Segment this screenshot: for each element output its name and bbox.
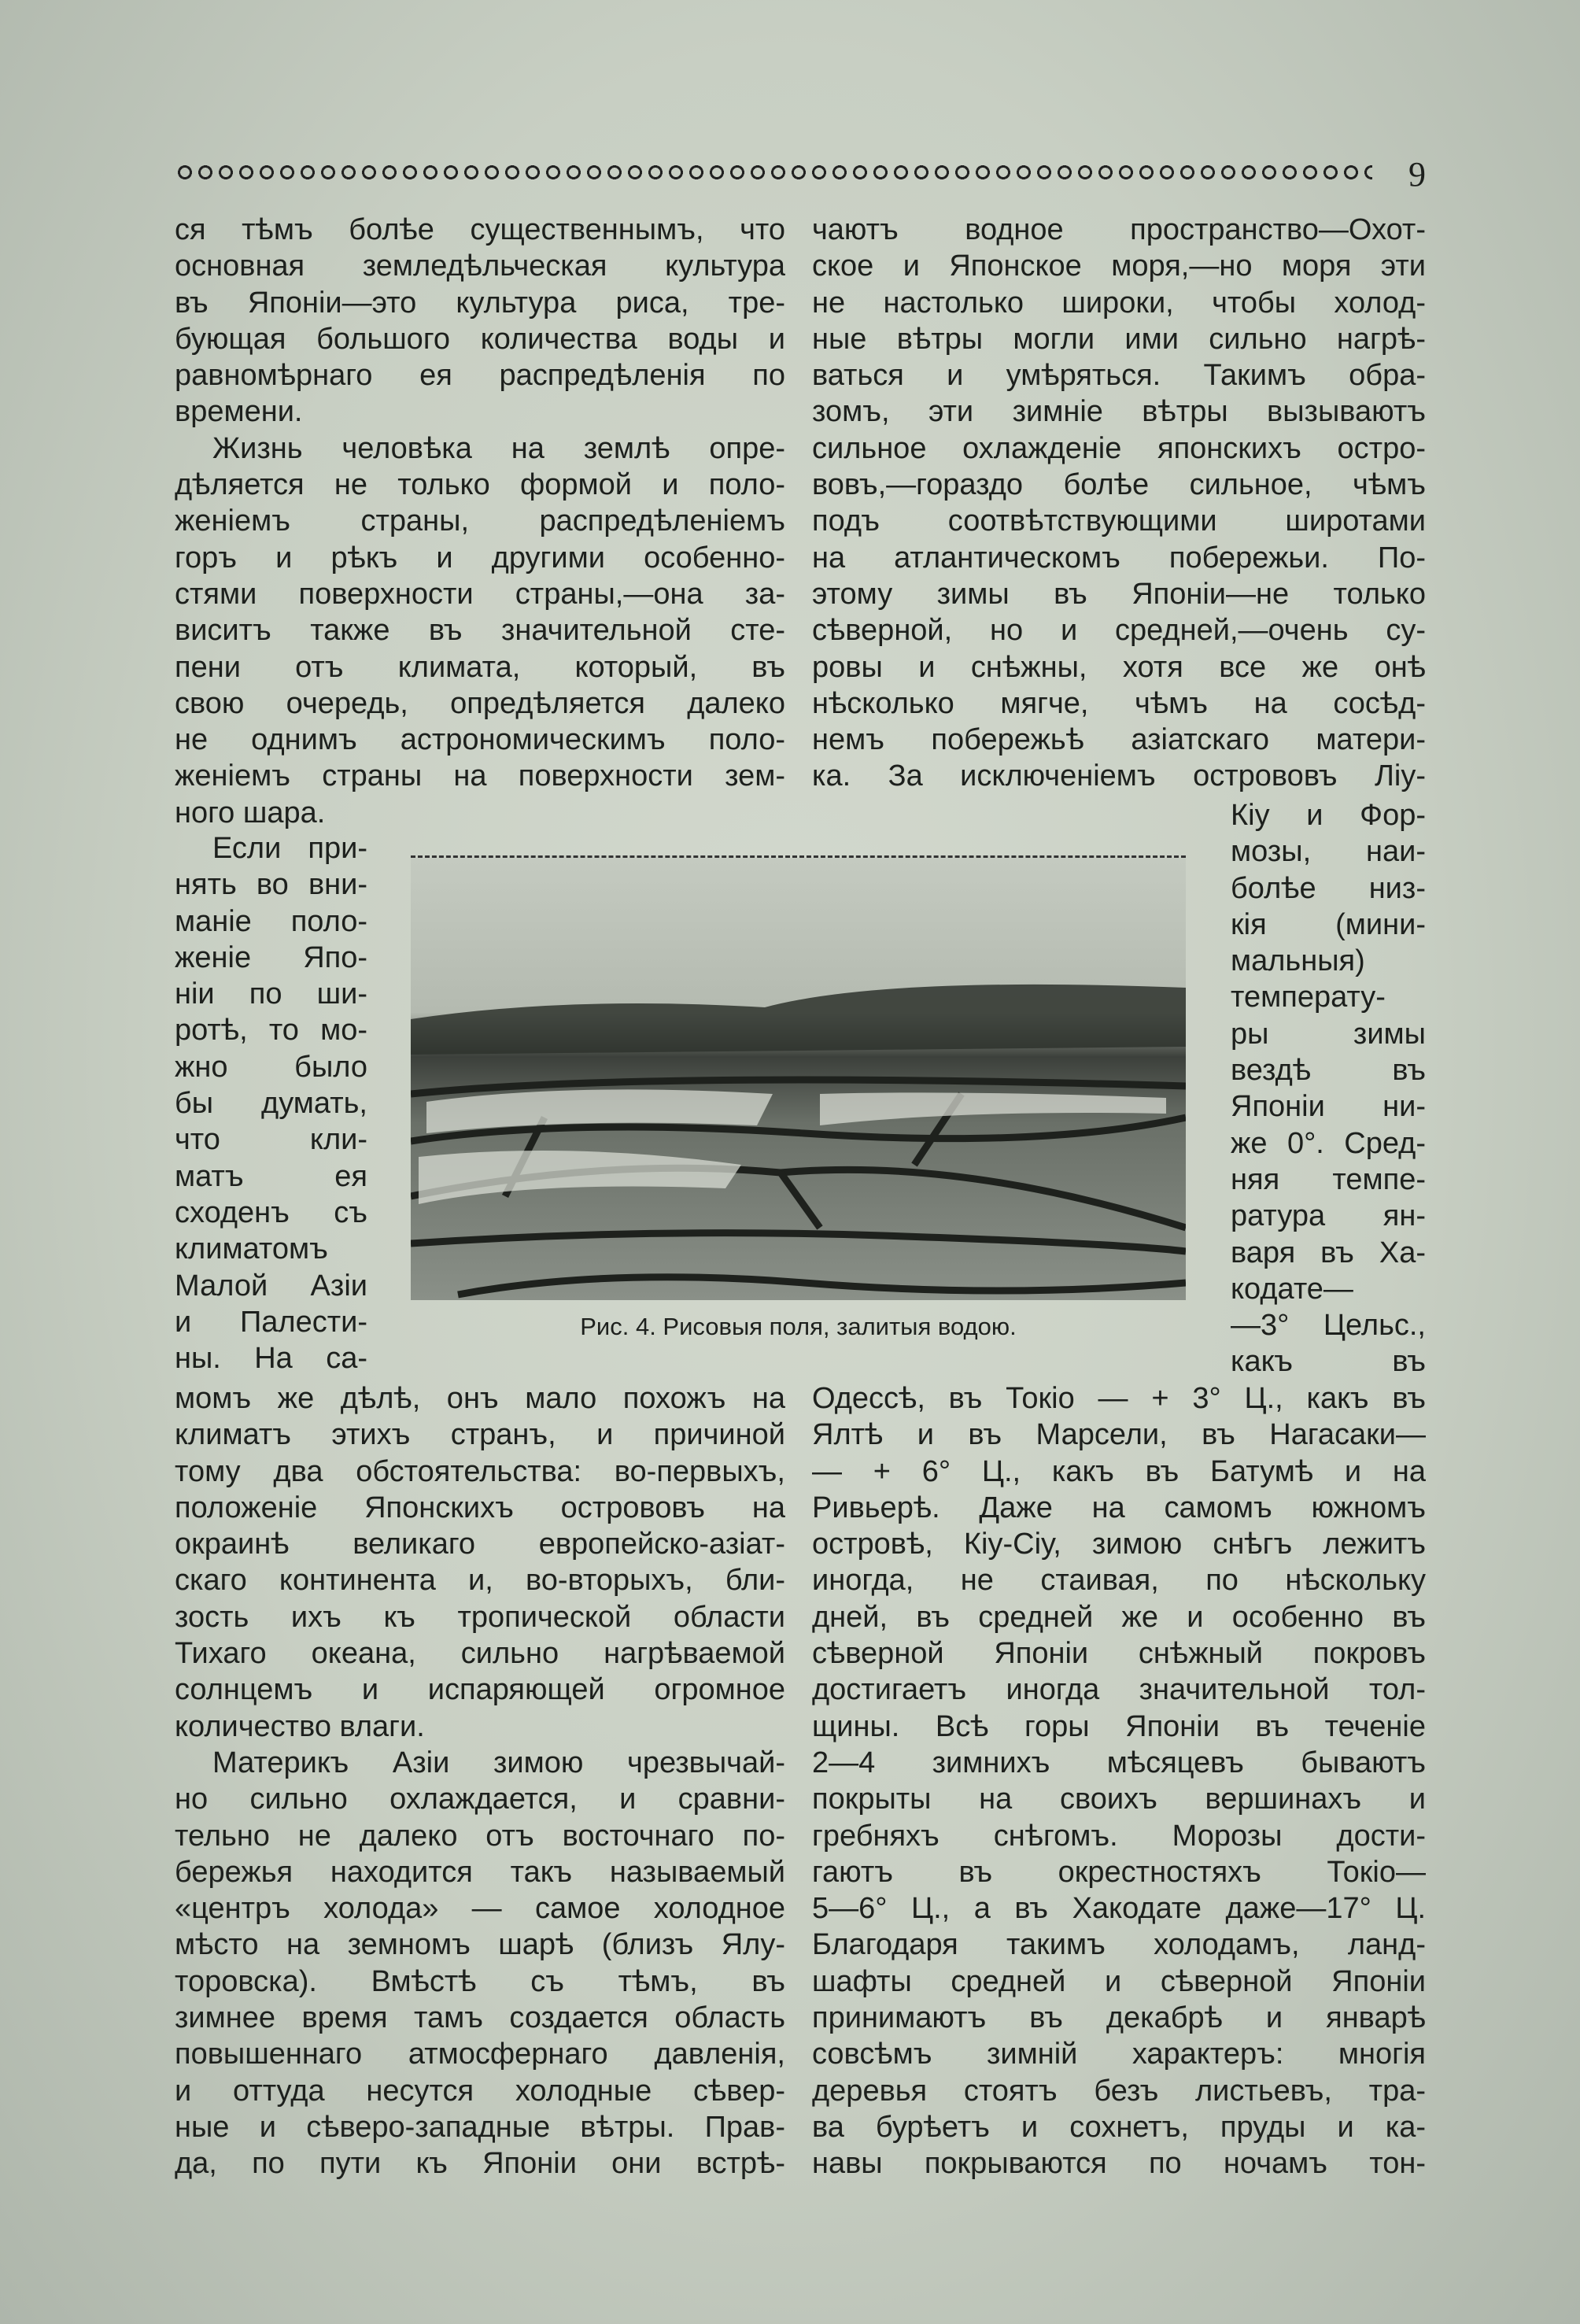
text-line: виситъ также въ значительной сте- xyxy=(175,614,785,648)
text-line: женіемъ страны, распредѣленіемъ xyxy=(175,504,785,538)
text-line: 5—6° Ц., а въ Хакодате даже—17° Ц. xyxy=(812,1892,1426,1926)
text-line: Японіи ни- xyxy=(1231,1090,1426,1124)
text-line: ское и Японское моря,—но моря эти xyxy=(812,249,1426,283)
page-number: 9 xyxy=(1408,155,1426,194)
text-line: ные и сѣверо-западные вѣтры. Прав- xyxy=(175,2110,785,2144)
text-line: сходенъ съ xyxy=(175,1195,367,1229)
text-line: ва бурѣетъ и сохнетъ, пруды и ка- xyxy=(812,2110,1426,2144)
text-line: покрыты на своихъ вершинахъ и xyxy=(812,1783,1426,1816)
text-line: ровы и снѣжны, хотя все же онѣ xyxy=(812,650,1426,684)
text-line: и Палести- xyxy=(175,1305,367,1339)
text-line: климатомъ xyxy=(175,1232,328,1266)
text-line: Тихаго океана, сильно нагрѣваемой xyxy=(175,1637,785,1671)
text-line: бы думать, xyxy=(175,1087,367,1121)
text-line: сильное охлажденіе японскихъ остро- xyxy=(812,431,1426,465)
text-line: на атлантическомъ побережьи. По- xyxy=(812,541,1426,575)
text-line: Материкъ Азіи зимою чрезвычай- xyxy=(212,1746,785,1779)
text-line: деревья стоятъ безъ листьевъ, тра- xyxy=(812,2074,1426,2108)
text-line: островѣ, Кіу-Сіу, зимою снѣгъ лежитъ xyxy=(812,1528,1426,1561)
text-line: равномѣрнаго ея распредѣленія по xyxy=(175,359,785,393)
text-line: стями поверхности страны,—она за- xyxy=(175,577,785,611)
text-line: тому два обстоятельства: во-первыхъ, xyxy=(175,1454,785,1488)
text-line: бующая большого количества воды и xyxy=(175,322,785,356)
text-line: дней, въ средней же и особенно въ xyxy=(812,1600,1426,1634)
text-line: мальныя) xyxy=(1231,944,1365,978)
text-line: этому зимы въ Японіи—не только xyxy=(812,577,1426,611)
text-line: варя въ Ха- xyxy=(1231,1236,1426,1269)
text-line: шафты средней и сѣверной Японіи xyxy=(812,1964,1426,1998)
text-line: количество влаги. xyxy=(175,1709,425,1743)
text-line: климатъ этихъ странъ, и причиной xyxy=(175,1418,785,1452)
text-line: температу- xyxy=(1231,981,1386,1014)
text-line: солнцемъ и испаряющей огромное xyxy=(175,1673,785,1707)
text-line: ка. За исключеніемъ острововъ Ліу- xyxy=(812,759,1426,793)
text-line: ры зимы xyxy=(1231,1017,1426,1051)
text-line: Малой Азіи xyxy=(175,1269,367,1302)
text-line: совсѣмъ зимній характеръ: многія xyxy=(812,2038,1426,2071)
text-line: нять во вни- xyxy=(175,868,367,902)
text-line: сѣверной Японіи снѣжный покровъ xyxy=(812,1637,1426,1671)
text-line: гаютъ въ окрестностяхъ Токіо— xyxy=(812,1855,1426,1889)
left-column-top xyxy=(175,212,785,831)
text-line: кія (мини- xyxy=(1231,907,1426,941)
right-column-bottom xyxy=(812,1380,1426,2182)
text-line: ваться и умѣряться. Такимъ обра- xyxy=(812,359,1426,393)
text-line: — + 6° Ц., какъ въ Батумѣ и на xyxy=(812,1454,1426,1488)
text-line: достигаетъ иногда значительной тол- xyxy=(812,1673,1426,1707)
text-line: принимаютъ въ декабрѣ и январѣ xyxy=(812,2001,1426,2035)
text-line: навы покрываются по ночамъ тон- xyxy=(812,2147,1426,2181)
rice-fields-photo xyxy=(411,855,1186,1302)
text-line: Жизнь человѣка на землѣ опре- xyxy=(212,431,785,465)
text-line: основная земледѣльческая культура xyxy=(175,249,785,283)
text-line: немъ побережьѣ азіатскаго матери- xyxy=(812,723,1426,757)
left-column-beside-figure xyxy=(175,830,367,1376)
text-line: вездѣ въ xyxy=(1231,1054,1426,1088)
text-line: и оттуда несутся холодные сѣвер- xyxy=(175,2074,785,2108)
text-line: сѣверной, но и средней,—очень су- xyxy=(812,614,1426,648)
text-line: горъ и рѣкъ и другими особенно- xyxy=(175,541,785,575)
text-line: времени. xyxy=(175,395,303,429)
text-line: ного шара. xyxy=(175,796,326,829)
text-line: ратура ян- xyxy=(1231,1199,1426,1233)
text-line: момъ же дѣлѣ, онъ мало похожъ на xyxy=(175,1382,785,1415)
text-line: нѣсколько мягче, чѣмъ на сосѣд- xyxy=(812,686,1426,720)
text-line: щины. Всѣ горы Японіи въ теченіе xyxy=(812,1709,1426,1743)
text-line: ротѣ, то мо- xyxy=(175,1014,367,1047)
text-line: «центръ холода» — самое холодное xyxy=(175,1892,785,1926)
right-column-beside-figure xyxy=(1231,797,1426,1380)
header-ornament xyxy=(175,162,1372,183)
text-line: 2—4 зимнихъ мѣсяцевъ бываютъ xyxy=(812,1746,1426,1779)
text-line: Ялтѣ и въ Марсели, въ Нагасаки— xyxy=(812,1418,1426,1452)
text-line: Одессѣ, въ Токіо — + 3° Ц., какъ въ xyxy=(812,1382,1426,1415)
text-line: зость ихъ къ тропической области xyxy=(175,1600,785,1634)
text-line: дѣляется не только формой и поло- xyxy=(175,468,785,502)
text-line: скаго континента и, во-вторыхъ, бли- xyxy=(175,1564,785,1598)
text-line: пени отъ климата, который, въ xyxy=(175,650,785,684)
text-line: женіе Япо- xyxy=(175,940,367,974)
text-line: ся тѣмъ болѣе существеннымъ, что xyxy=(175,213,785,246)
text-line: кодате— xyxy=(1231,1272,1353,1306)
text-line: повышеннаго атмосфернаго давленія, xyxy=(175,2038,785,2071)
text-line: торовска). Вмѣстѣ съ тѣмъ, въ xyxy=(175,1964,785,1998)
text-line: болѣе низ- xyxy=(1231,871,1426,905)
text-line: мозы, наи- xyxy=(1231,835,1426,869)
text-line: жно было xyxy=(175,1050,367,1084)
text-line: но сильно охлаждается, и сравни- xyxy=(175,1783,785,1816)
text-line: ны. На са- xyxy=(175,1342,367,1376)
text-line: чаютъ водное пространство—Охот- xyxy=(812,213,1426,246)
text-line: же 0°. Сред- xyxy=(1231,1126,1426,1160)
text-line: что кли- xyxy=(175,1123,367,1157)
text-line: Кіу и Фор- xyxy=(1231,799,1426,832)
rice-fields-image xyxy=(411,858,1186,1300)
text-line: вовъ,—гораздо болѣе сильное, чѣмъ xyxy=(812,468,1426,502)
text-line: подъ соотвѣтствующими широтами xyxy=(812,504,1426,538)
text-line: зомъ, эти зимніе вѣтры вызываютъ xyxy=(812,395,1426,429)
text-line: ніи по ши- xyxy=(175,977,367,1011)
text-line: —3° Цельс., xyxy=(1231,1309,1426,1343)
text-line: женіемъ страны на поверхности зем- xyxy=(175,759,785,793)
text-line: Если при- xyxy=(212,832,367,865)
text-line: тельно не далеко отъ восточнаго по- xyxy=(175,1819,785,1853)
text-line: не настолько широки, чтобы холод- xyxy=(812,286,1426,320)
right-column-top xyxy=(812,212,1426,795)
text-line: ные вѣтры могли ими сильно нагрѣ- xyxy=(812,322,1426,356)
text-line: иногда, не стаивая, по нѣскольку xyxy=(812,1564,1426,1598)
text-line: маніе поло- xyxy=(175,904,367,938)
figure-caption: Рис. 4. Рисовыя поля, залитыя водою. xyxy=(580,1313,1017,1340)
text-line: матъ ея xyxy=(175,1159,367,1193)
text-line: гребняхъ снѣгомъ. Морозы дости- xyxy=(812,1819,1426,1853)
text-line: зимнее время тамъ создается область xyxy=(175,2001,785,2035)
text-line: бережья находится такъ называемый xyxy=(175,1855,785,1889)
text-line: въ Японіи—это культура риса, тре- xyxy=(175,286,785,320)
text-line: окраинѣ великаго европейско-азіат- xyxy=(175,1528,785,1561)
text-line: положеніе Японскихъ острововъ на xyxy=(175,1491,785,1524)
text-line: какъ въ xyxy=(1231,1345,1426,1379)
text-line: не однимъ астрономическимъ поло- xyxy=(175,723,785,757)
text-line: няя темпе- xyxy=(1231,1162,1426,1196)
left-column-bottom xyxy=(175,1380,785,2182)
text-line: свою очередь, опредѣляется далеко xyxy=(175,686,785,720)
text-line: Ривьерѣ. Даже на самомъ южномъ xyxy=(812,1491,1426,1524)
text-line: мѣсто на земномъ шарѣ (близъ Ялу- xyxy=(175,1928,785,1962)
text-line: да, по пути къ Японіи они встрѣ- xyxy=(175,2147,785,2181)
text-line: Благодаря такимъ холодамъ, ланд- xyxy=(812,1928,1426,1962)
